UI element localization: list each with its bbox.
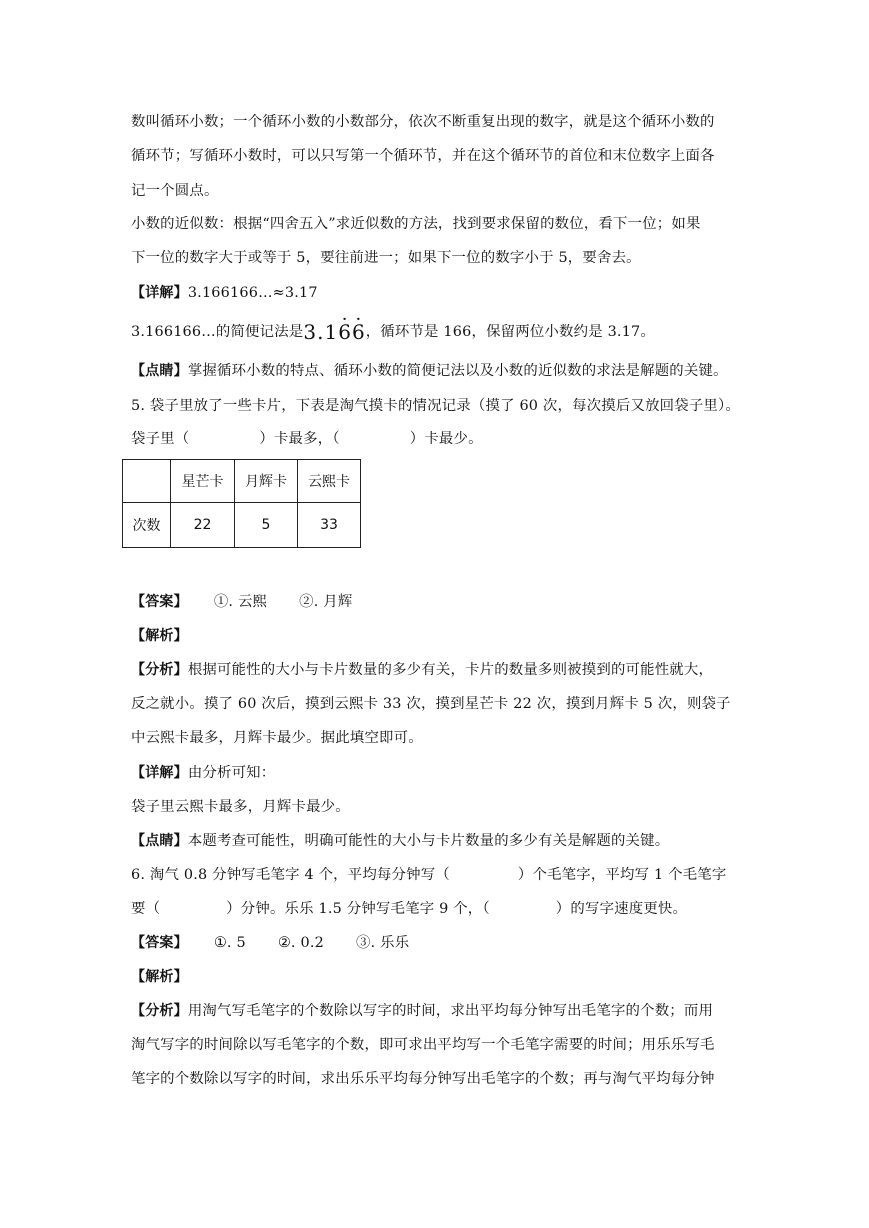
q5-part-b: ）卡最多，（ — [259, 431, 340, 447]
tip-5-tag: 【点睛】 — [131, 833, 188, 849]
question-6-line-1 — [131, 866, 726, 884]
tip-5-text: 本题考查可能性，明确可能性的大小与卡片数量的多少有关是解题的关键。 — [187, 833, 670, 849]
answer-6-a3: ③. 乐乐 — [355, 935, 410, 951]
question-5-line-1: 5. 袋子里放了一些卡片，下表是淘气摸卡的情况记录（摸了 60 次，每次摸后又放回袋子里）。 — [131, 398, 741, 414]
q5-part-a: 袋子里（ — [131, 431, 190, 447]
answer-6-a1: ①. 5 — [213, 935, 246, 951]
detail-5-tag: 【详解】 — [131, 765, 188, 781]
table-row — [123, 503, 361, 548]
row-label: 次数 — [123, 503, 171, 548]
simplified-prefix: 3.166166…的简便记法是 — [131, 324, 304, 340]
intro-line-1: 数叫循环小数；一个循环小数的小数部分，依次不断重复出现的数字，就是这个循环小数的 — [131, 114, 715, 130]
answer-tag: 【答案】 — [131, 594, 188, 610]
analysis-tag: 【分析】 — [131, 662, 188, 678]
analysis-5-heading: 【解析】 — [131, 628, 188, 644]
detail-5 — [131, 764, 275, 782]
value-yuehui: 5 — [235, 503, 298, 548]
analysis-6-text-1: 用淘气写毛笔字的个数除以写字的时间，求出平均每分钟写出毛笔字的个数；而用 — [187, 1003, 714, 1019]
table-corner-cell — [123, 460, 171, 503]
analysis-5-line-1 — [131, 661, 713, 679]
detail-1 — [131, 284, 318, 302]
detail-5-line: 袋子里云熙卡最多，月辉卡最少。 — [131, 799, 350, 815]
detail-tag: 【详解】 — [131, 285, 188, 301]
question-5-line-2 — [131, 430, 483, 448]
analysis-6-line-3: 笔字的个数除以写字的时间，求出乐乐平均每分钟写出毛笔字的个数；再与淘气平均每分钟 — [131, 1071, 715, 1087]
tip-text: 掌握循环小数的特点、循环小数的简便记法以及小数的近似数的求法是解题的关键。 — [187, 363, 728, 379]
header-yuehui: 月辉卡 — [235, 460, 298, 503]
repeating-decimal — [303, 320, 365, 344]
approx-line-2: 下一位的数字大于或等于 5，要往前进一；如果下一位的数字小于 5，要舍去。 — [131, 250, 641, 266]
analysis-6-line-2: 淘气写字的时间除以写毛笔字的个数，即可求出平均写一个毛笔字需要的时间；用乐乐写毛 — [131, 1037, 715, 1053]
intro-line-2: 循环节；写循环小数时，可以只写第一个循环节，并在这个循环节的首位和末位数字上面各 — [131, 148, 715, 164]
tip-tag: 【点睛】 — [131, 363, 188, 379]
analysis-5-line-3: 中云熙卡最多，月辉卡最少。据此填空即可。 — [131, 730, 423, 746]
q6-part-2a: 要（ — [131, 901, 161, 917]
answer-6-tag: 【答案】 — [131, 935, 188, 951]
q6-part-1b: ）个毛笔字，平均写 1 个毛笔字 — [517, 867, 727, 883]
answer-6 — [131, 934, 409, 952]
repeating-digit-last: · 6 — [352, 323, 366, 341]
intro-line-3: 记一个圆点。 — [131, 183, 219, 199]
answer-6-a2: ②. 0.2 — [277, 935, 324, 951]
answer-5-a2: ②. 月辉 — [299, 594, 353, 610]
q6-part-2c: ）的写字速度更快。 — [555, 901, 688, 917]
analysis-6-tag: 【分析】 — [131, 1003, 188, 1019]
analysis-6-line-1 — [131, 1002, 713, 1020]
repeating-digit-first: · 6 — [338, 323, 352, 341]
simplified-suffix: ，循环节是 166，保留两位小数约是 3.17。 — [365, 324, 656, 340]
analysis-5-text-1: 根据可能性的大小与卡片数量的多少有关，卡片的数量多则被摸到的可能性就大， — [187, 662, 714, 678]
header-yunxi: 云熙卡 — [298, 460, 361, 503]
value-xingmang: 22 — [171, 503, 235, 548]
q6-part-2b: ）分钟。乐乐 1.5 分钟写毛笔字 9 个，（ — [226, 901, 490, 917]
detail-5-text: 由分析可知： — [187, 765, 276, 781]
answer-5-a1: ①. 云熙 — [213, 594, 268, 610]
card-record-table — [122, 459, 361, 548]
tip-5 — [131, 832, 669, 850]
header-xingmang: 星芒卡 — [171, 460, 235, 503]
repeating-int: 3.1 — [303, 320, 339, 344]
q6-part-1a: 6. 淘气 0.8 分钟写毛笔字 4 个，平均每分钟写（ — [131, 867, 450, 883]
detail-text: 3.166166…≈3.17 — [187, 285, 318, 301]
question-6-line-2 — [131, 900, 687, 918]
analysis-6-heading: 【解析】 — [131, 969, 188, 985]
value-yunxi: 33 — [298, 503, 361, 548]
answer-5 — [131, 593, 352, 611]
simplified-line — [131, 320, 656, 344]
approx-line-1: 小数的近似数：根据“四舍五入”求近似数的方法，找到要求保留的数位，看下一位；如果 — [131, 216, 701, 232]
q5-part-c: ）卡最少。 — [409, 431, 483, 447]
table-header-row — [123, 460, 361, 503]
analysis-5-line-2: 反之就小。摸了 60 次后，摸到云熙卡 33 次，摸到星芒卡 22 次，摸到月辉卡 5 次，则袋子 — [131, 696, 731, 712]
tip-1 — [131, 362, 728, 380]
